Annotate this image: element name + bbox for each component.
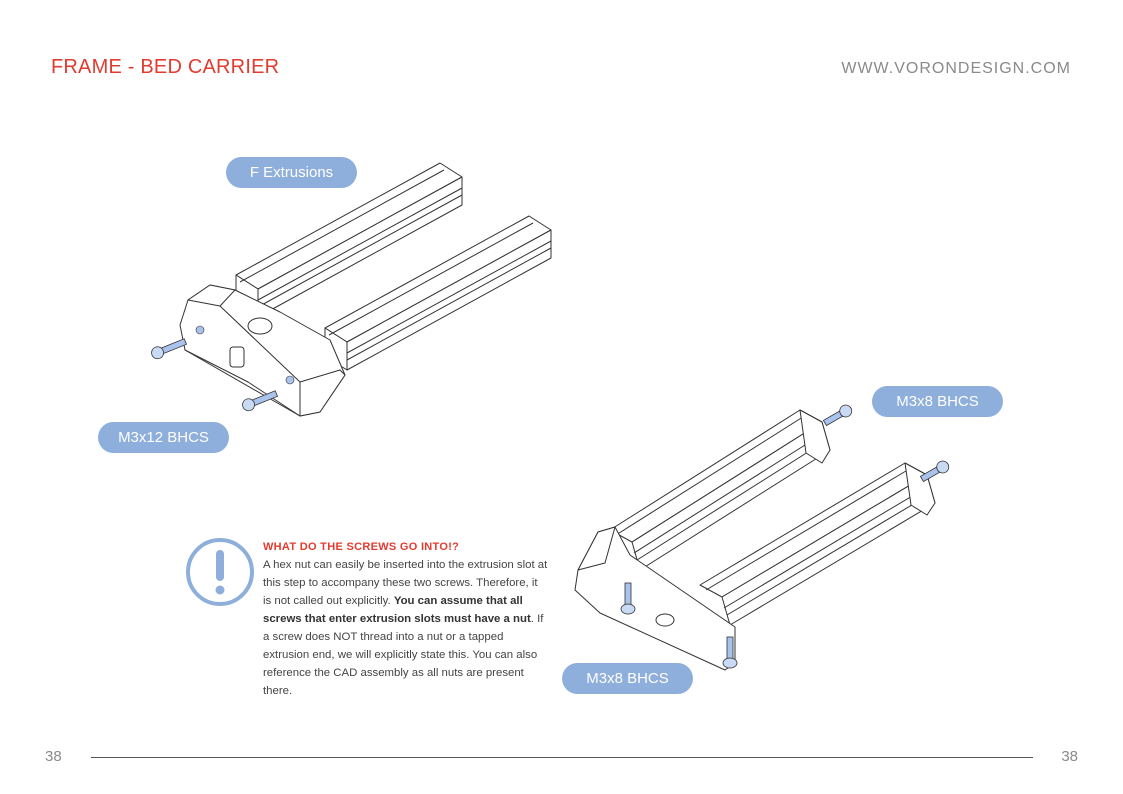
note-block xyxy=(263,538,548,700)
page-number-left: 38 xyxy=(45,748,62,765)
section-title: FRAME - BED CARRIER xyxy=(51,56,280,78)
site-url[interactable]: WWW.VORONDESIGN.COM xyxy=(841,60,1071,77)
note-title: WHAT DO THE SCREWS GO INTO!? xyxy=(263,541,460,553)
footer-divider xyxy=(91,757,1033,758)
label-f-extrusions: F Extrusions xyxy=(226,157,357,188)
note-text-2: . If a screw does NOT thread into a nut or a tapped extrusion end, we will explicitly state this. You can also reference the CAD assembly as all nuts are present there. xyxy=(263,613,544,697)
label-m3x12-bhcs: M3x12 BHCS xyxy=(98,422,229,453)
bed-carrier-assembly-figure-bottom xyxy=(560,395,980,685)
label-m3x8-bhcs-lower: M3x8 BHCS xyxy=(562,663,693,694)
label-m3x8-bhcs-upper: M3x8 BHCS xyxy=(872,386,1003,417)
exclamation-icon xyxy=(184,536,256,608)
note-body xyxy=(263,556,548,700)
note-text-bold: You can assume that all screws that enter extrusion slots must have a nut xyxy=(263,595,531,625)
note-text-1: A hex nut can easily be inserted into the extrusion slot at this step to accompany these two screws. Therefore, it is not called out explicitly. xyxy=(263,559,548,607)
bed-carrier-assembly-figure-top xyxy=(140,150,570,430)
page-number-right: 38 xyxy=(1061,748,1078,765)
